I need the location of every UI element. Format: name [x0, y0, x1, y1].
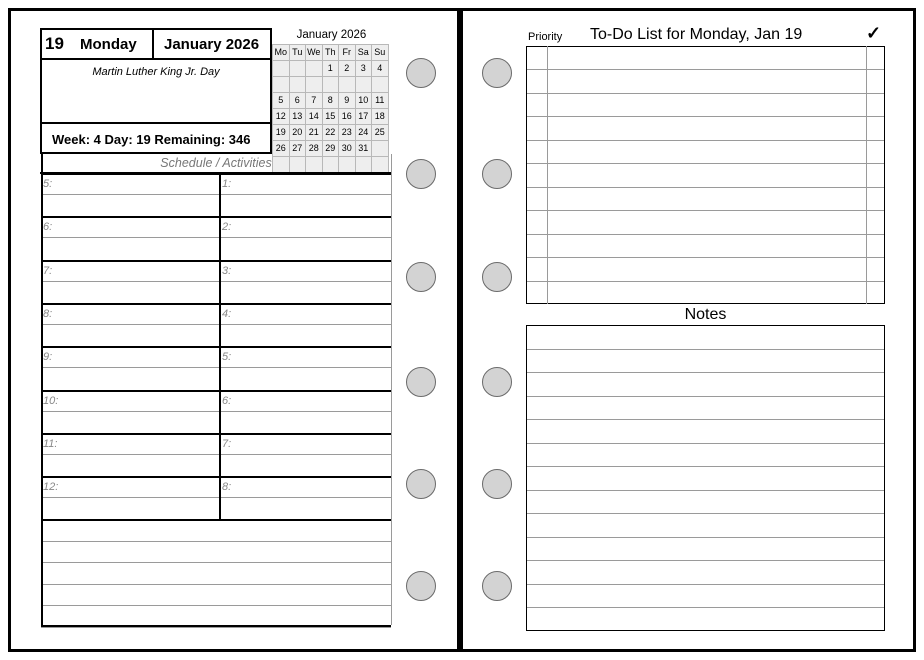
hour-label-right: 7:	[222, 437, 232, 450]
calendar-day: 9	[339, 93, 356, 109]
day-number: 19	[45, 34, 64, 53]
hour-line	[41, 433, 391, 435]
note-line	[41, 605, 391, 606]
ring-hole	[406, 469, 436, 499]
note-line	[41, 627, 391, 628]
calendar-day: 28	[306, 141, 323, 157]
notes-line	[527, 349, 884, 350]
ring-hole	[482, 469, 512, 499]
calendar-day	[355, 77, 372, 93]
calendar-day: 19	[273, 125, 290, 141]
hour-label-left: 11:	[43, 437, 58, 450]
todo-line	[527, 140, 884, 141]
hour-label-right: 6:	[222, 394, 232, 407]
notes-line	[527, 537, 884, 538]
half-hour-line	[41, 497, 391, 498]
calendar-day: 11	[372, 93, 389, 109]
hour-line	[41, 390, 391, 392]
calendar-day	[289, 77, 306, 93]
half-hour-line	[41, 237, 391, 238]
todo-list-box	[526, 46, 885, 304]
schedule-title: Schedule / Activities	[40, 154, 392, 174]
ring-hole	[482, 367, 512, 397]
hour-label-right: 5:	[222, 351, 232, 364]
notes-line	[527, 584, 884, 585]
ring-hole	[406, 58, 436, 88]
calendar-day: 17	[355, 109, 372, 125]
ring-hole	[406, 159, 436, 189]
calendar-day: 2	[339, 61, 356, 77]
todo-line	[527, 234, 884, 235]
schedule-bottom	[41, 625, 391, 627]
note-line	[41, 584, 391, 585]
hour-label-right: 2:	[222, 221, 232, 234]
half-hour-line	[41, 411, 391, 412]
schedule-right-border	[391, 154, 392, 625]
calendar-day	[372, 77, 389, 93]
ring-hole	[482, 58, 512, 88]
week-separator	[42, 122, 270, 124]
half-hour-line	[41, 194, 391, 195]
schedule-left-border	[41, 154, 43, 625]
hour-line	[41, 173, 391, 175]
calendar-day	[339, 77, 356, 93]
calendar-day: 23	[339, 125, 356, 141]
calendar-day: 29	[322, 141, 339, 157]
calendar-day: 27	[289, 141, 306, 157]
notes-line	[527, 490, 884, 491]
weekday-header: Sa	[355, 45, 372, 61]
weekday-header: Su	[372, 45, 389, 61]
todo-line	[527, 69, 884, 70]
calendar-day	[273, 77, 290, 93]
calendar-day: 16	[339, 109, 356, 125]
calendar-day: 18	[372, 109, 389, 125]
weekday-header: Fr	[339, 45, 356, 61]
schedule-column-divider	[219, 173, 221, 519]
mini-calendar-title: January 2026	[296, 29, 367, 41]
calendar-day: 30	[339, 141, 356, 157]
ring-hole	[406, 367, 436, 397]
check-column-divider	[866, 46, 867, 304]
calendar-day: 24	[355, 125, 372, 141]
header-divider	[152, 30, 154, 60]
weekday-header: We	[306, 45, 323, 61]
calendar-day: 20	[289, 125, 306, 141]
half-hour-line	[41, 367, 391, 368]
half-hour-line	[41, 281, 391, 282]
calendar-day: 22	[322, 125, 339, 141]
weekday-header: Th	[322, 45, 339, 61]
hour-label-left: 9:	[43, 351, 53, 364]
calendar-day: 5	[273, 93, 290, 109]
hour-label-right: 1:	[222, 178, 232, 190]
calendar-day	[273, 61, 290, 77]
half-hour-line	[41, 454, 391, 455]
notes-box	[526, 325, 885, 631]
ring-hole	[406, 571, 436, 601]
hour-label-left: 6:	[43, 221, 53, 234]
calendar-day: 1	[322, 61, 339, 77]
todo-line	[527, 116, 884, 117]
calendar-day: 13	[289, 109, 306, 125]
hour-line	[41, 346, 391, 348]
calendar-day	[306, 77, 323, 93]
note-line	[41, 562, 391, 563]
calendar-day: 12	[273, 109, 290, 125]
weekday-header: Tu	[289, 45, 306, 61]
hour-label-left: 8:	[43, 307, 53, 320]
notes-line	[527, 372, 884, 373]
calendar-day: 25	[372, 125, 389, 141]
calendar-day: 14	[306, 109, 323, 125]
calendar-day: 15	[322, 109, 339, 125]
checkmark-icon: ✓	[866, 23, 882, 43]
todo-line	[527, 187, 884, 188]
hour-line	[41, 303, 391, 305]
priority-label: Priority	[528, 31, 563, 43]
hour-line	[41, 216, 391, 218]
ring-hole	[406, 262, 436, 292]
ring-hole	[482, 262, 512, 292]
ring-hole	[482, 571, 512, 601]
weekday-header: Mo	[273, 45, 290, 61]
calendar-day: 26	[273, 141, 290, 157]
notes-line	[527, 419, 884, 420]
notes-line	[527, 560, 884, 561]
hour-label-right: 3:	[222, 264, 232, 277]
calendar-day	[289, 61, 306, 77]
calendar-day	[306, 61, 323, 77]
calendar-day: 21	[306, 125, 323, 141]
priority-column-divider	[547, 46, 548, 304]
day-header	[40, 28, 272, 154]
note-line	[41, 541, 391, 542]
calendar-day: 4	[372, 61, 389, 77]
hour-label-left: 5:	[43, 178, 53, 190]
todo-line	[527, 93, 884, 94]
week-info: Week: 4 Day: 19 Remaining: 346	[52, 132, 251, 147]
ring-hole	[482, 159, 512, 189]
todo-line	[527, 257, 884, 258]
hour-line	[41, 260, 391, 262]
calendar-day	[322, 77, 339, 93]
hour-label-right: 4:	[222, 307, 232, 320]
hour-label-left: 7:	[43, 264, 53, 277]
calendar-day: 31	[355, 141, 372, 157]
todo-title: To-Do List for Monday, Jan 19	[590, 26, 803, 43]
calendar-day: 7	[306, 93, 323, 109]
hour-line	[41, 519, 391, 521]
hour-line	[41, 476, 391, 478]
hour-label-right: 8:	[222, 481, 232, 494]
hour-label-left: 12:	[43, 481, 59, 494]
todo-line	[527, 210, 884, 211]
notes-line	[527, 607, 884, 608]
holiday-label: Martin Luther King Jr. Day	[92, 66, 220, 78]
calendar-day: 10	[355, 93, 372, 109]
notes-title: Notes	[684, 306, 727, 323]
notes-line	[527, 466, 884, 467]
month-year: January 2026	[164, 36, 260, 53]
day-name: Monday	[80, 36, 137, 53]
todo-line	[527, 163, 884, 164]
hour-label-left: 10:	[43, 394, 59, 407]
notes-line	[527, 513, 884, 514]
notes-line	[527, 396, 884, 397]
todo-line	[527, 281, 884, 282]
calendar-day: 3	[355, 61, 372, 77]
calendar-day: 8	[322, 93, 339, 109]
calendar-day: 6	[289, 93, 306, 109]
half-hour-line	[41, 324, 391, 325]
notes-line	[527, 443, 884, 444]
